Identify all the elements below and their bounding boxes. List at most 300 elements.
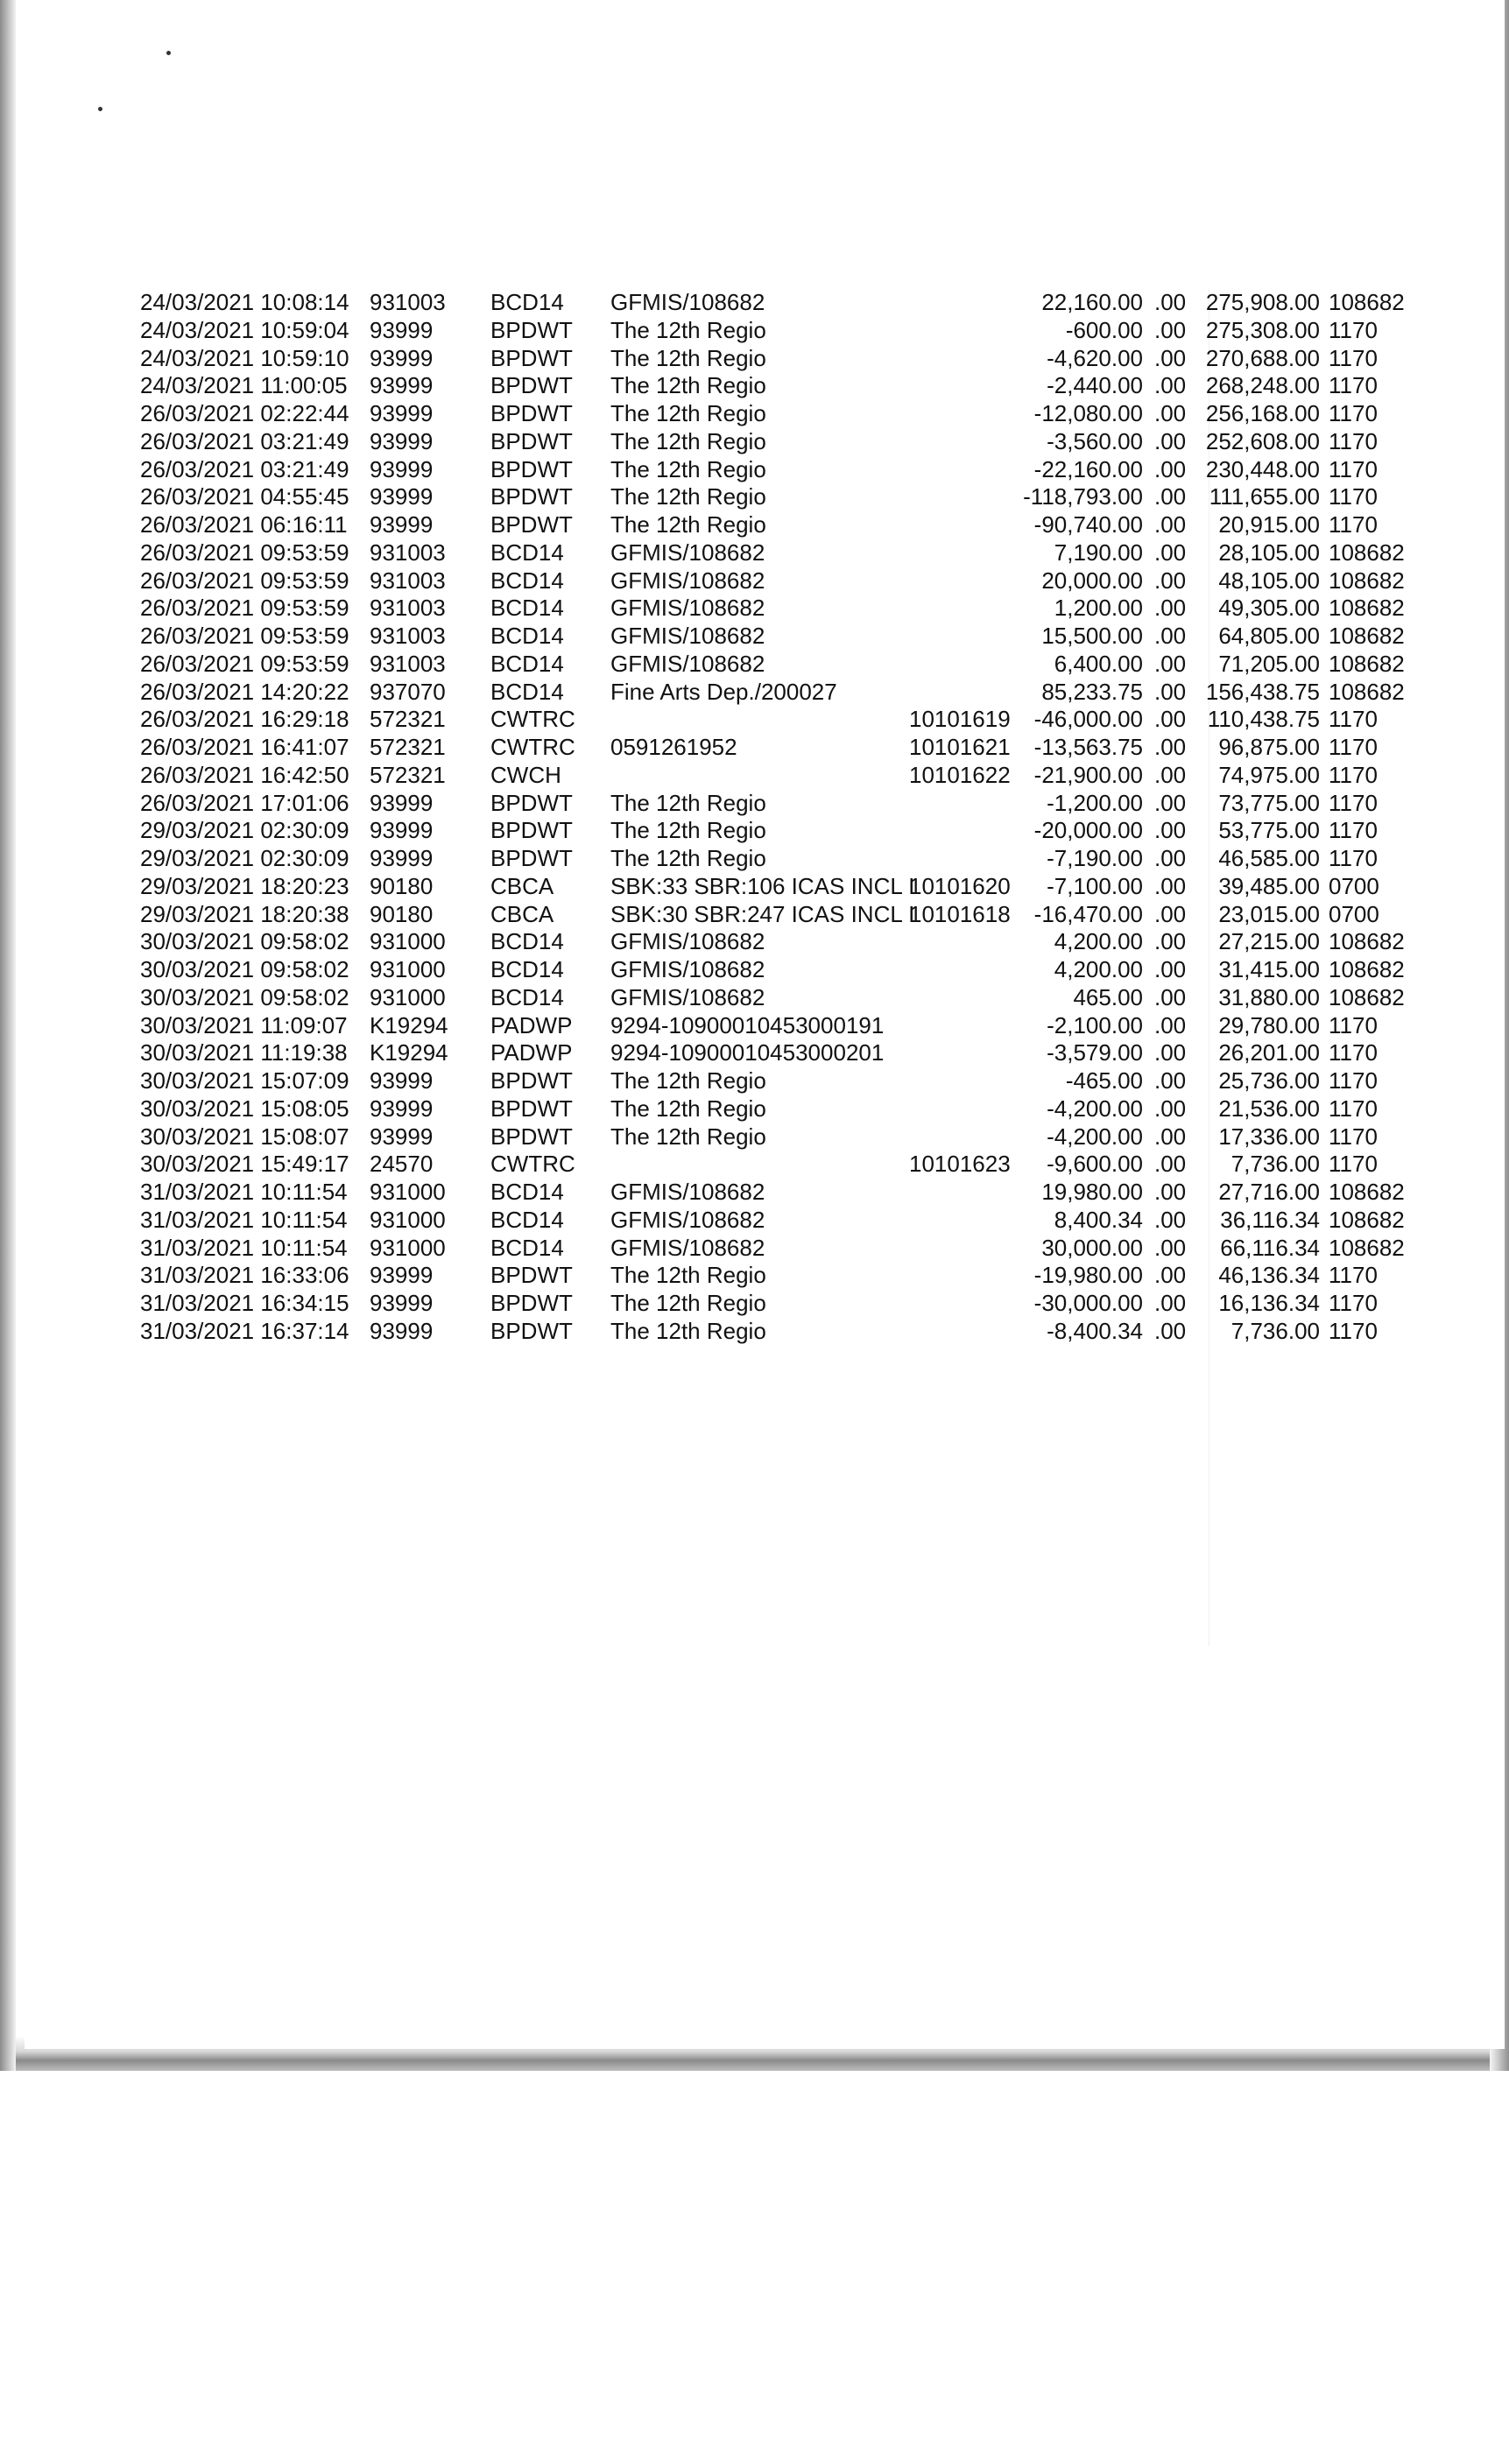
table-row bbox=[0, 817, 1509, 845]
transaction-date: 31/03/2021 16:34:15 bbox=[140, 1290, 349, 1316]
table-row bbox=[0, 1179, 1509, 1207]
transaction-type: BPDWT bbox=[490, 845, 573, 871]
transaction-reference: 10101619 bbox=[909, 706, 1011, 733]
transaction-description: The 12th Regio bbox=[610, 1067, 766, 1094]
transaction-balance: 28,105.00 bbox=[1218, 539, 1320, 566]
transaction-date: 24/03/2021 10:08:14 bbox=[140, 289, 349, 315]
transaction-code: 937070 bbox=[370, 678, 446, 705]
transaction-reference: 10101622 bbox=[909, 761, 1011, 788]
transaction-fee: .00 bbox=[1154, 400, 1187, 426]
transaction-account: 1170 bbox=[1329, 845, 1378, 871]
transaction-type: BCD14 bbox=[490, 567, 564, 594]
table-row bbox=[0, 873, 1509, 901]
transaction-fee: .00 bbox=[1154, 928, 1187, 955]
transaction-account: 1170 bbox=[1329, 372, 1378, 399]
transaction-amount: 19,980.00 bbox=[1041, 1179, 1143, 1205]
transaction-fee: .00 bbox=[1154, 900, 1187, 927]
transaction-amount: 4,200.00 bbox=[1054, 956, 1143, 982]
transaction-code: 931003 bbox=[370, 650, 446, 677]
table-row bbox=[0, 845, 1509, 873]
transaction-fee: .00 bbox=[1154, 344, 1187, 371]
transaction-code: 93999 bbox=[370, 1317, 434, 1344]
transaction-amount: -600.00 bbox=[1065, 316, 1143, 343]
transaction-balance: 16,136.34 bbox=[1218, 1290, 1320, 1316]
transaction-date: 30/03/2021 15:49:17 bbox=[140, 1151, 349, 1178]
transaction-amount: -13,563.75 bbox=[1033, 734, 1143, 760]
table-row bbox=[0, 1151, 1509, 1179]
transaction-amount: -4,200.00 bbox=[1047, 1123, 1143, 1150]
transaction-description: 0591261952 bbox=[610, 734, 737, 760]
transaction-type: BPDWT bbox=[490, 1290, 573, 1316]
transaction-date: 30/03/2021 15:07:09 bbox=[140, 1067, 349, 1094]
transaction-code: 93999 bbox=[370, 1095, 434, 1122]
table-row bbox=[0, 651, 1509, 679]
transaction-description: GFMIS/108682 bbox=[610, 1179, 765, 1205]
transaction-balance: 230,448.00 bbox=[1205, 455, 1320, 482]
transaction-date: 26/03/2021 09:53:59 bbox=[140, 539, 349, 566]
transaction-account: 1170 bbox=[1329, 455, 1378, 482]
transaction-account: 1170 bbox=[1329, 1151, 1378, 1178]
transaction-type: BPDWT bbox=[490, 400, 573, 426]
transaction-account: 108682 bbox=[1329, 1179, 1405, 1205]
transaction-date: 31/03/2021 10:11:54 bbox=[140, 1206, 348, 1233]
transaction-description: GFMIS/108682 bbox=[610, 623, 765, 649]
transaction-date: 29/03/2021 02:30:09 bbox=[140, 845, 349, 871]
table-row bbox=[0, 456, 1509, 484]
transaction-date: 29/03/2021 18:20:23 bbox=[140, 872, 349, 899]
transaction-date: 26/03/2021 09:53:59 bbox=[140, 595, 349, 622]
transaction-amount: -30,000.00 bbox=[1033, 1290, 1143, 1316]
transaction-fee: .00 bbox=[1154, 983, 1187, 1010]
transaction-description: GFMIS/108682 bbox=[610, 650, 765, 677]
transaction-code: 90180 bbox=[370, 872, 434, 899]
transaction-amount: 22,160.00 bbox=[1041, 289, 1143, 315]
transaction-date: 26/03/2021 16:42:50 bbox=[140, 761, 349, 788]
transaction-code: 931000 bbox=[370, 1234, 446, 1261]
transaction-balance: 21,536.00 bbox=[1218, 1095, 1320, 1122]
transaction-description: The 12th Regio bbox=[610, 344, 766, 371]
transaction-fee: .00 bbox=[1154, 1290, 1187, 1316]
transaction-type: BPDWT bbox=[490, 455, 573, 482]
transaction-type: PADWP bbox=[490, 1039, 573, 1067]
transaction-balance: 27,215.00 bbox=[1218, 928, 1320, 955]
transaction-balance: 156,438.75 bbox=[1205, 678, 1320, 705]
transaction-balance: 275,908.00 bbox=[1205, 289, 1320, 315]
transaction-balance: 23,015.00 bbox=[1218, 900, 1320, 927]
transaction-date: 26/03/2021 16:41:07 bbox=[140, 734, 349, 760]
transaction-amount: -8,400.34 bbox=[1047, 1317, 1143, 1344]
transaction-date: 31/03/2021 16:37:14 bbox=[140, 1317, 349, 1344]
table-row bbox=[0, 372, 1509, 400]
transaction-account: 108682 bbox=[1329, 289, 1405, 315]
transaction-fee: .00 bbox=[1154, 316, 1187, 343]
transaction-account: 108682 bbox=[1329, 623, 1405, 649]
transaction-fee: .00 bbox=[1154, 1095, 1187, 1122]
transaction-type: BPDWT bbox=[490, 511, 573, 538]
transaction-account: 108682 bbox=[1329, 956, 1405, 982]
transaction-description: The 12th Regio bbox=[610, 455, 766, 482]
transaction-description: The 12th Regio bbox=[610, 372, 766, 399]
transaction-balance: 252,608.00 bbox=[1205, 427, 1320, 454]
scan-speck bbox=[98, 107, 102, 111]
transaction-code: 93999 bbox=[370, 845, 434, 871]
transaction-description: The 12th Regio bbox=[610, 511, 766, 538]
transaction-description: GFMIS/108682 bbox=[610, 567, 765, 594]
transaction-fee: .00 bbox=[1154, 1123, 1187, 1150]
transaction-balance: 7,736.00 bbox=[1230, 1151, 1320, 1178]
transaction-amount: 7,190.00 bbox=[1054, 539, 1143, 566]
transaction-date: 26/03/2021 09:53:59 bbox=[140, 623, 349, 649]
transaction-fee: .00 bbox=[1154, 1317, 1187, 1344]
transaction-account: 108682 bbox=[1329, 678, 1405, 705]
transaction-date: 24/03/2021 10:59:04 bbox=[140, 316, 349, 343]
transaction-description: The 12th Regio bbox=[610, 1317, 766, 1344]
transaction-account: 1170 bbox=[1329, 1123, 1378, 1150]
transaction-amount: -2,440.00 bbox=[1047, 372, 1143, 399]
transaction-code: K19294 bbox=[370, 1039, 448, 1067]
transaction-type: BPDWT bbox=[490, 344, 573, 371]
transaction-balance: 48,105.00 bbox=[1218, 567, 1320, 594]
transaction-balance: 74,975.00 bbox=[1218, 761, 1320, 788]
transaction-date: 24/03/2021 11:00:05 bbox=[140, 372, 348, 399]
transaction-account: 108682 bbox=[1329, 595, 1405, 622]
scan-speck bbox=[166, 51, 171, 55]
transaction-type: BCD14 bbox=[490, 595, 564, 622]
table-row bbox=[0, 1318, 1509, 1346]
table-row bbox=[0, 1012, 1509, 1040]
transaction-type: BPDWT bbox=[490, 1262, 573, 1289]
transaction-code: 931000 bbox=[370, 983, 446, 1010]
transaction-fee: .00 bbox=[1154, 1262, 1187, 1289]
transaction-type: BPDWT bbox=[490, 372, 573, 399]
transaction-amount: 8,400.34 bbox=[1054, 1206, 1143, 1233]
table-row bbox=[0, 1207, 1509, 1235]
transaction-amount: 20,000.00 bbox=[1041, 567, 1143, 594]
transaction-amount: -12,080.00 bbox=[1033, 400, 1143, 426]
transaction-type: BCD14 bbox=[490, 956, 564, 982]
transaction-description: GFMIS/108682 bbox=[610, 956, 765, 982]
transaction-balance: 36,116.34 bbox=[1220, 1206, 1320, 1233]
transaction-code: 931003 bbox=[370, 539, 446, 566]
transaction-account: 1170 bbox=[1329, 427, 1378, 454]
transaction-type: BCD14 bbox=[490, 289, 564, 315]
table-row bbox=[0, 483, 1509, 511]
transaction-code: K19294 bbox=[370, 1011, 448, 1038]
transaction-description: GFMIS/108682 bbox=[610, 1234, 765, 1261]
transaction-description: The 12th Regio bbox=[610, 1095, 766, 1122]
table-row bbox=[0, 428, 1509, 456]
transaction-code: 93999 bbox=[370, 372, 434, 399]
transaction-balance: 111,655.00 bbox=[1209, 483, 1320, 510]
transaction-description: The 12th Regio bbox=[610, 1262, 766, 1289]
table-row bbox=[0, 623, 1509, 651]
transaction-date: 31/03/2021 10:11:54 bbox=[140, 1234, 348, 1261]
transaction-fee: .00 bbox=[1154, 1039, 1187, 1067]
transaction-date: 29/03/2021 18:20:38 bbox=[140, 900, 349, 927]
transaction-account: 1170 bbox=[1329, 761, 1378, 788]
transaction-code: 93999 bbox=[370, 316, 434, 343]
transaction-type: CBCA bbox=[490, 872, 554, 899]
transaction-account: 1170 bbox=[1329, 789, 1378, 816]
transaction-fee: .00 bbox=[1154, 678, 1187, 705]
transaction-fee: .00 bbox=[1154, 567, 1187, 594]
table-row bbox=[0, 901, 1509, 929]
table-row bbox=[0, 1235, 1509, 1263]
transaction-account: 1170 bbox=[1329, 1317, 1378, 1344]
transaction-amount: -465.00 bbox=[1065, 1067, 1143, 1094]
transaction-code: 931003 bbox=[370, 623, 446, 649]
transaction-balance: 96,875.00 bbox=[1218, 734, 1320, 760]
transaction-amount: -3,579.00 bbox=[1047, 1039, 1143, 1067]
transaction-date: 26/03/2021 09:53:59 bbox=[140, 650, 349, 677]
transaction-description: The 12th Regio bbox=[610, 817, 766, 844]
transaction-ledger bbox=[0, 289, 1509, 1346]
transaction-code: 24570 bbox=[370, 1151, 434, 1178]
transaction-account: 1170 bbox=[1329, 734, 1378, 760]
transaction-description: SBK:30 SBR:247 ICAS INCL I bbox=[610, 900, 915, 927]
transaction-account: 1170 bbox=[1329, 1290, 1378, 1316]
transaction-type: BCD14 bbox=[490, 539, 564, 566]
transaction-type: BCD14 bbox=[490, 678, 564, 705]
transaction-amount: -4,200.00 bbox=[1047, 1095, 1143, 1122]
transaction-code: 93999 bbox=[370, 344, 434, 371]
transaction-date: 26/03/2021 09:53:59 bbox=[140, 567, 349, 594]
transaction-account: 108682 bbox=[1329, 1234, 1405, 1261]
transaction-amount: -2,100.00 bbox=[1047, 1011, 1143, 1038]
transaction-date: 26/03/2021 17:01:06 bbox=[140, 789, 349, 816]
transaction-code: 93999 bbox=[370, 1262, 434, 1289]
transaction-amount: -3,560.00 bbox=[1047, 427, 1143, 454]
transaction-description: The 12th Regio bbox=[610, 1290, 766, 1316]
transaction-description: Fine Arts Dep./200027 bbox=[610, 678, 837, 705]
transaction-fee: .00 bbox=[1154, 872, 1187, 899]
transaction-date: 30/03/2021 09:58:02 bbox=[140, 928, 349, 955]
transaction-type: CWCH bbox=[490, 761, 561, 788]
transaction-fee: .00 bbox=[1154, 372, 1187, 399]
transaction-fee: .00 bbox=[1154, 1179, 1187, 1205]
transaction-balance: 31,880.00 bbox=[1218, 983, 1320, 1010]
transaction-fee: .00 bbox=[1154, 845, 1187, 871]
transaction-code: 931000 bbox=[370, 1206, 446, 1233]
transaction-fee: .00 bbox=[1154, 1011, 1187, 1038]
transaction-type: BCD14 bbox=[490, 983, 564, 1010]
transaction-amount: -7,100.00 bbox=[1047, 872, 1143, 899]
transaction-date: 26/03/2021 14:20:22 bbox=[140, 678, 349, 705]
transaction-fee: .00 bbox=[1154, 761, 1187, 788]
transaction-type: BPDWT bbox=[490, 817, 573, 844]
transaction-fee: .00 bbox=[1154, 427, 1187, 454]
transaction-date: 26/03/2021 16:29:18 bbox=[140, 706, 349, 733]
transaction-fee: .00 bbox=[1154, 455, 1187, 482]
transaction-date: 24/03/2021 10:59:10 bbox=[140, 344, 349, 371]
transaction-balance: 17,336.00 bbox=[1218, 1123, 1320, 1150]
transaction-amount: 30,000.00 bbox=[1041, 1234, 1143, 1261]
table-row bbox=[0, 317, 1509, 345]
transaction-type: CWTRC bbox=[490, 706, 575, 733]
transaction-code: 93999 bbox=[370, 511, 434, 538]
transaction-description: The 12th Regio bbox=[610, 1123, 766, 1150]
table-row bbox=[0, 928, 1509, 956]
transaction-type: BPDWT bbox=[490, 1317, 573, 1344]
transaction-date: 26/03/2021 03:21:49 bbox=[140, 427, 349, 454]
transaction-balance: 110,438.75 bbox=[1207, 706, 1320, 733]
transaction-account: 108682 bbox=[1329, 1206, 1405, 1233]
table-row bbox=[0, 595, 1509, 623]
table-row bbox=[0, 956, 1509, 984]
table-row bbox=[0, 679, 1509, 707]
transaction-fee: .00 bbox=[1154, 817, 1187, 844]
transaction-amount: -9,600.00 bbox=[1047, 1151, 1143, 1178]
transaction-balance: 26,201.00 bbox=[1218, 1039, 1320, 1067]
transaction-account: 108682 bbox=[1329, 567, 1405, 594]
table-row bbox=[0, 400, 1509, 428]
transaction-type: CWTRC bbox=[490, 734, 575, 760]
transaction-date: 26/03/2021 02:22:44 bbox=[140, 400, 349, 426]
transaction-amount: -90,740.00 bbox=[1033, 511, 1143, 538]
transaction-type: PADWP bbox=[490, 1011, 573, 1038]
transaction-description: GFMIS/108682 bbox=[610, 289, 765, 315]
transaction-amount: 1,200.00 bbox=[1054, 595, 1143, 622]
transaction-description: The 12th Regio bbox=[610, 845, 766, 871]
transaction-fee: .00 bbox=[1154, 734, 1187, 760]
transaction-code: 93999 bbox=[370, 1290, 434, 1316]
transaction-fee: .00 bbox=[1154, 289, 1187, 315]
transaction-code: 93999 bbox=[370, 400, 434, 426]
transaction-amount: -4,620.00 bbox=[1047, 344, 1143, 371]
transaction-fee: .00 bbox=[1154, 623, 1187, 649]
transaction-type: BCD14 bbox=[490, 1234, 564, 1261]
transaction-balance: 275,308.00 bbox=[1205, 316, 1320, 343]
transaction-reference: 10101623 bbox=[909, 1151, 1011, 1178]
transaction-description: 9294-10900010453000201 bbox=[610, 1039, 885, 1067]
transaction-balance: 71,205.00 bbox=[1218, 650, 1320, 677]
transaction-amount: 4,200.00 bbox=[1054, 928, 1143, 955]
transaction-account: 1170 bbox=[1329, 1095, 1378, 1122]
transaction-code: 931003 bbox=[370, 289, 446, 315]
table-row bbox=[0, 734, 1509, 762]
transaction-account: 1170 bbox=[1329, 1039, 1378, 1067]
transaction-date: 30/03/2021 15:08:07 bbox=[140, 1123, 349, 1150]
transaction-balance: 25,736.00 bbox=[1218, 1067, 1320, 1094]
transaction-description: GFMIS/108682 bbox=[610, 983, 765, 1010]
transaction-description: The 12th Regio bbox=[610, 400, 766, 426]
transaction-fee: .00 bbox=[1154, 1067, 1187, 1094]
table-row bbox=[0, 790, 1509, 818]
transaction-code: 931000 bbox=[370, 956, 446, 982]
transaction-balance: 46,585.00 bbox=[1218, 845, 1320, 871]
transaction-date: 30/03/2021 11:19:38 bbox=[140, 1039, 348, 1067]
transaction-date: 30/03/2021 11:09:07 bbox=[140, 1011, 348, 1038]
transaction-description: SBK:33 SBR:106 ICAS INCL I bbox=[610, 872, 915, 899]
transaction-account: 1170 bbox=[1329, 1067, 1378, 1094]
table-row bbox=[0, 1067, 1509, 1095]
transaction-fee: .00 bbox=[1154, 706, 1187, 733]
transaction-amount: -22,160.00 bbox=[1033, 455, 1143, 482]
transaction-account: 1170 bbox=[1329, 1262, 1378, 1289]
table-row bbox=[0, 567, 1509, 595]
transaction-type: BCD14 bbox=[490, 623, 564, 649]
transaction-fee: .00 bbox=[1154, 956, 1187, 982]
transaction-balance: 49,305.00 bbox=[1218, 595, 1320, 622]
transaction-date: 31/03/2021 16:33:06 bbox=[140, 1262, 349, 1289]
transaction-code: 93999 bbox=[370, 483, 434, 510]
transaction-code: 93999 bbox=[370, 1067, 434, 1094]
table-row bbox=[0, 1290, 1509, 1318]
transaction-type: BPDWT bbox=[490, 427, 573, 454]
transaction-description: 9294-10900010453000191 bbox=[610, 1011, 885, 1038]
transaction-type: BPDWT bbox=[490, 1067, 573, 1094]
transaction-fee: .00 bbox=[1154, 1206, 1187, 1233]
transaction-fee: .00 bbox=[1154, 483, 1187, 510]
transaction-description: The 12th Regio bbox=[610, 789, 766, 816]
transaction-fee: .00 bbox=[1154, 539, 1187, 566]
transaction-type: CWTRC bbox=[490, 1151, 575, 1178]
transaction-account: 0700 bbox=[1329, 900, 1379, 927]
transaction-account: 1170 bbox=[1329, 483, 1378, 510]
transaction-fee: .00 bbox=[1154, 789, 1187, 816]
transaction-type: BCD14 bbox=[490, 650, 564, 677]
transaction-code: 931000 bbox=[370, 928, 446, 955]
transaction-account: 1170 bbox=[1329, 1011, 1378, 1038]
transaction-account: 1170 bbox=[1329, 316, 1378, 343]
transaction-code: 93999 bbox=[370, 427, 434, 454]
transaction-amount: 85,233.75 bbox=[1041, 678, 1143, 705]
transaction-account: 108682 bbox=[1329, 983, 1405, 1010]
transaction-balance: 66,116.34 bbox=[1220, 1234, 1320, 1261]
transaction-fee: .00 bbox=[1154, 1234, 1187, 1261]
transaction-date: 30/03/2021 09:58:02 bbox=[140, 983, 349, 1010]
table-row bbox=[0, 1123, 1509, 1151]
table-row bbox=[0, 539, 1509, 567]
table-row bbox=[0, 1039, 1509, 1067]
transaction-balance: 31,415.00 bbox=[1218, 956, 1320, 982]
transaction-type: BCD14 bbox=[490, 1206, 564, 1233]
transaction-code: 572321 bbox=[370, 706, 446, 733]
table-row bbox=[0, 511, 1509, 539]
transaction-balance: 27,716.00 bbox=[1218, 1179, 1320, 1205]
transaction-code: 931000 bbox=[370, 1179, 446, 1205]
transaction-type: CBCA bbox=[490, 900, 554, 927]
transaction-description: GFMIS/108682 bbox=[610, 539, 765, 566]
transaction-fee: .00 bbox=[1154, 650, 1187, 677]
table-row bbox=[0, 762, 1509, 790]
transaction-balance: 46,136.34 bbox=[1218, 1262, 1320, 1289]
transaction-date: 29/03/2021 02:30:09 bbox=[140, 817, 349, 844]
transaction-balance: 20,915.00 bbox=[1218, 511, 1320, 538]
transaction-amount: -7,190.00 bbox=[1047, 845, 1143, 871]
transaction-amount: -1,200.00 bbox=[1047, 789, 1143, 816]
transaction-account: 108682 bbox=[1329, 928, 1405, 955]
transaction-amount: 6,400.00 bbox=[1054, 650, 1143, 677]
transaction-account: 1170 bbox=[1329, 817, 1378, 844]
transaction-account: 108682 bbox=[1329, 650, 1405, 677]
transaction-balance: 73,775.00 bbox=[1218, 789, 1320, 816]
transaction-code: 93999 bbox=[370, 455, 434, 482]
transaction-description: GFMIS/108682 bbox=[610, 595, 765, 622]
transaction-code: 572321 bbox=[370, 734, 446, 760]
transaction-account: 1170 bbox=[1329, 706, 1378, 733]
transaction-reference: 10101621 bbox=[909, 734, 1011, 760]
transaction-balance: 256,168.00 bbox=[1205, 400, 1320, 426]
transaction-balance: 39,485.00 bbox=[1218, 872, 1320, 899]
transaction-description: GFMIS/108682 bbox=[610, 1206, 765, 1233]
transaction-amount: 15,500.00 bbox=[1041, 623, 1143, 649]
transaction-description: GFMIS/108682 bbox=[610, 928, 765, 955]
transaction-date: 30/03/2021 15:08:05 bbox=[140, 1095, 349, 1122]
transaction-code: 931003 bbox=[370, 567, 446, 594]
transaction-reference: 10101618 bbox=[909, 900, 1011, 927]
transaction-type: BPDWT bbox=[490, 1123, 573, 1150]
